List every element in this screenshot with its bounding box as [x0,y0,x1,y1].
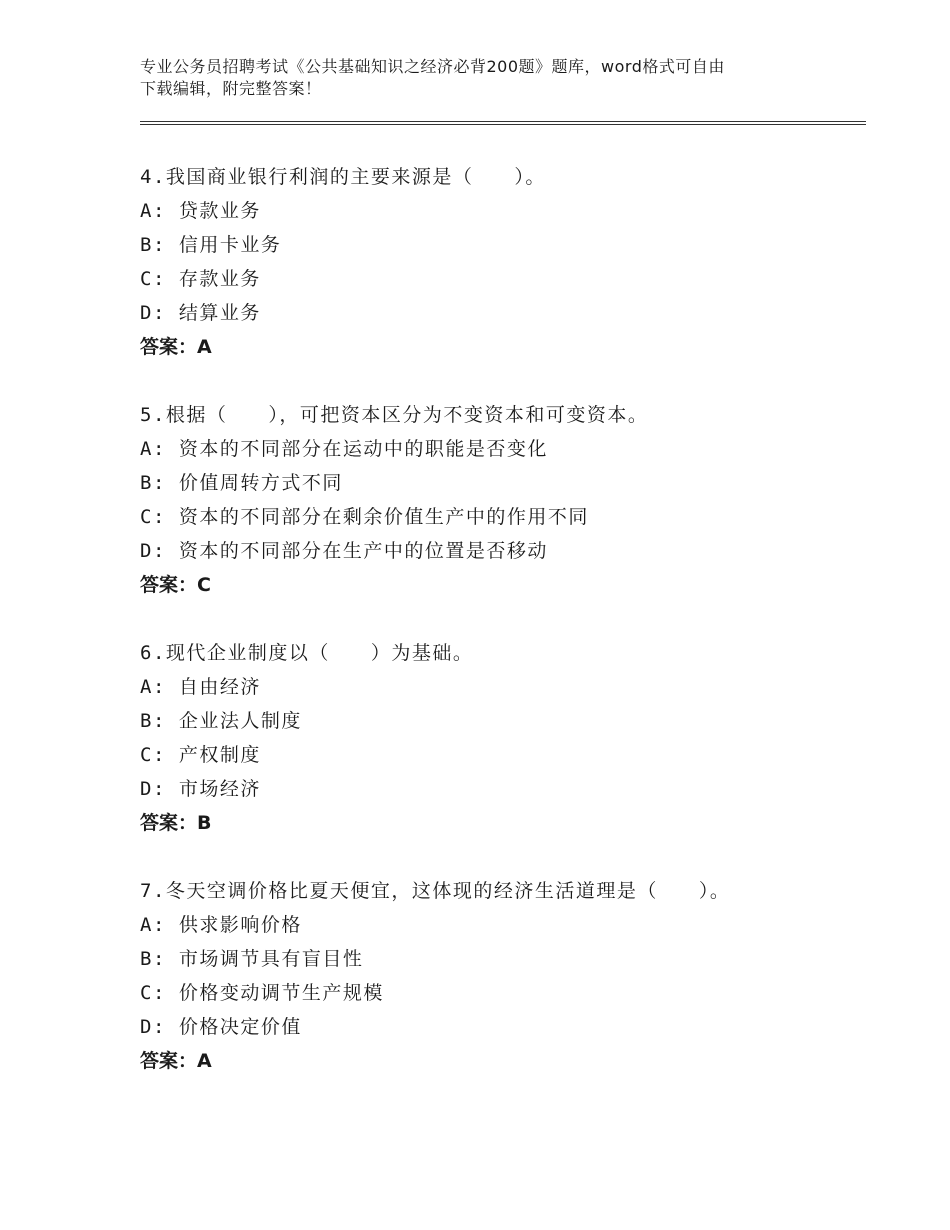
answer-line [140,568,880,602]
option-d: D: 结算业务 [140,302,261,324]
question-6 [140,636,880,840]
question-stem: 4.我国商业银行利润的主要来源是（ ）。 [140,166,546,188]
answer-value: C [197,574,211,596]
question-4 [140,160,880,364]
question-5 [140,398,880,602]
option-c: C: 存款业务 [140,268,261,290]
option-a: A: 贷款业务 [140,200,261,222]
header-line-1: 专业公务员招聘考试《公共基础知识之经济必背200题》题库，word格式可自由 [140,57,725,76]
option-d: D: 资本的不同部分在生产中的位置是否移动 [140,540,548,562]
answer-line [140,806,880,840]
answer-value: A [197,336,212,358]
answer-label: 答案： [140,336,198,358]
answer-value: A [197,1050,212,1072]
option-c: C: 产权制度 [140,744,261,766]
option-b: B: 企业法人制度 [140,710,302,732]
option-d: D: 市场经济 [140,778,261,800]
question-7 [140,874,880,1078]
answer-line [140,1044,880,1078]
answer-label: 答案： [140,1050,198,1072]
document-header [140,56,820,100]
option-b: B: 市场调节具有盲目性 [140,948,364,970]
answer-label: 答案： [140,574,198,596]
answer-line [140,330,880,364]
option-d: D: 价格决定价值 [140,1016,302,1038]
answer-label: 答案： [140,812,198,834]
option-a: A: 供求影响价格 [140,914,302,936]
option-b: B: 信用卡业务 [140,234,282,256]
answer-value: B [197,812,212,834]
question-stem: 7.冬天空调价格比夏天便宜，这体现的经济生活道理是（ ）。 [140,880,731,902]
option-c: C: 资本的不同部分在剩余价值生产中的作用不同 [140,506,589,528]
header-divider-top [140,121,866,122]
question-list [140,160,880,1112]
question-stem: 6.现代企业制度以（ ）为基础。 [140,642,474,664]
header-line-2: 下载编辑，附完整答案！ [140,79,322,98]
option-b: B: 价值周转方式不同 [140,472,343,494]
option-c: C: 价格变动调节生产规模 [140,982,384,1004]
header-divider-bottom [140,124,866,125]
option-a: A: 资本的不同部分在运动中的职能是否变化 [140,438,548,460]
question-stem: 5.根据（ ），可把资本区分为不变资本和可变资本。 [140,404,649,426]
option-a: A: 自由经济 [140,676,261,698]
